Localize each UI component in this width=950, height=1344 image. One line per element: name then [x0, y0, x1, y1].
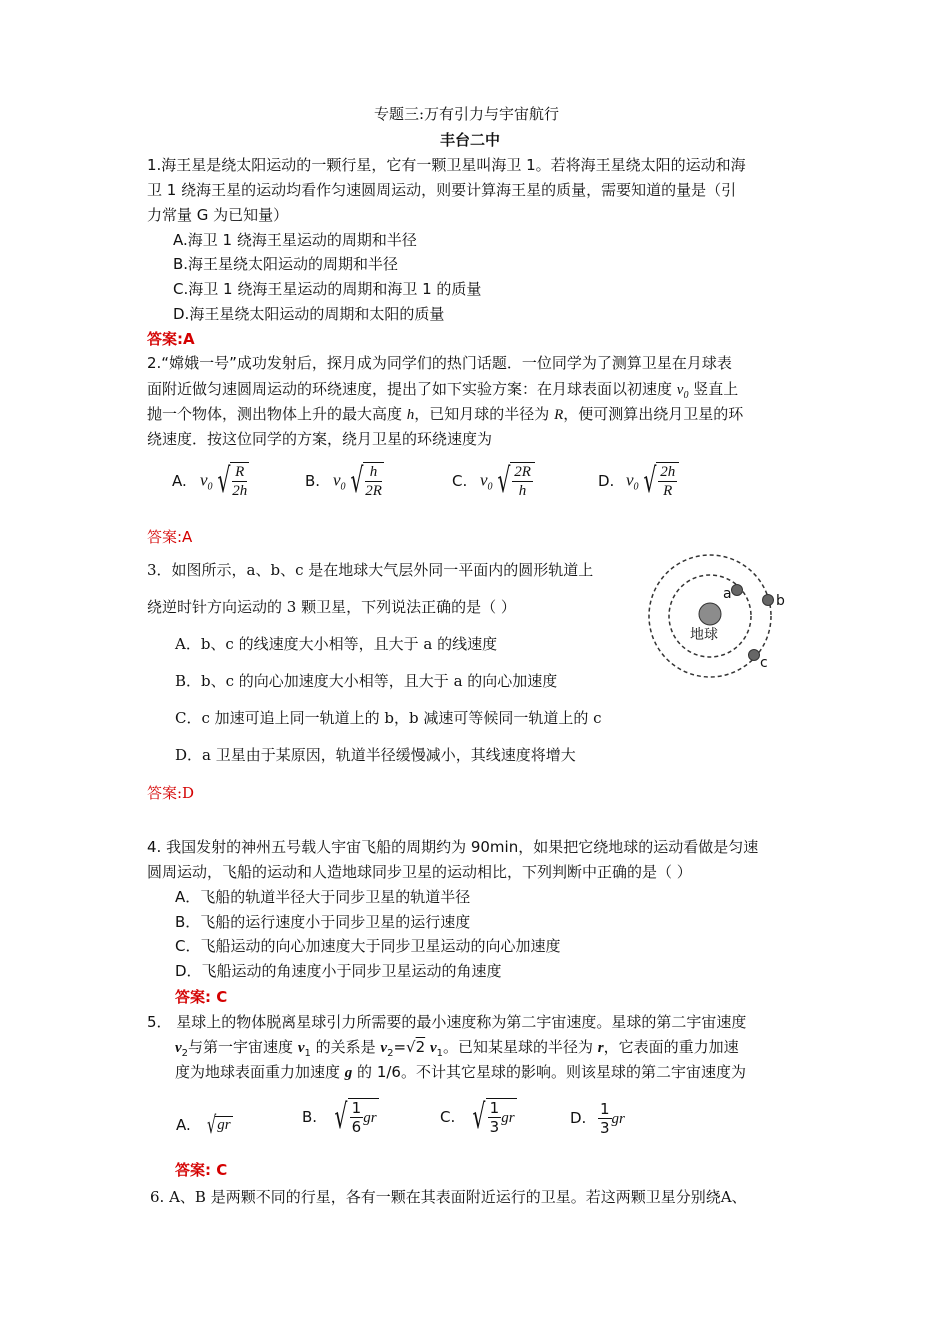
q5-r: r: [597, 1040, 604, 1056]
q5-opt-d-label: D.: [570, 1109, 587, 1127]
q2-line-3-b: ，已知月球的半径为: [414, 405, 555, 423]
q2-opt-c-sub: 0: [487, 481, 493, 493]
q5-sqrt2: √2: [406, 1038, 426, 1056]
q5-option-c: [440, 1098, 517, 1136]
q3-option-a: A．b、c 的线速度大小相等，且大于 a 的线速度: [175, 635, 498, 653]
q2-opt-b-label: B.: [305, 471, 321, 490]
q5-eq-v2: v: [380, 1040, 388, 1056]
earth-label: 地球: [690, 627, 718, 643]
q5-eq-sign: =: [393, 1038, 407, 1056]
q3-line-1: 3．如图所示，a、b、c 是在地球大气层外同一平面内的圆形轨道上: [147, 561, 594, 579]
q2-opt-b-sub: 0: [340, 481, 346, 493]
q2-option-b: [305, 462, 384, 500]
q5-g: g: [344, 1065, 353, 1081]
q5-opt-d-expr: gr: [611, 1111, 625, 1127]
orbit-diagram: [640, 548, 800, 688]
q5-line-2-c: 。已知某星球的半径为: [442, 1038, 598, 1056]
satellite-c-label: c: [760, 655, 768, 671]
q4-line-2: 圆周运动，飞船的运动和人造地球同步卫星的运动相比，下列判断中正确的是（ ）: [147, 863, 692, 881]
q5-opt-b-expr: gr: [363, 1110, 377, 1126]
q5-opt-d-num: 1: [600, 1100, 610, 1118]
satellite-a-icon: [732, 585, 743, 596]
q2-opt-d-sqrt: √ $\frac{2h}{R}$: [639, 462, 680, 500]
q1-line-2: 卫 1 绕海王星的运动均看作匀速圆周运动，则要计算海王星的质量，需要知道的量是（引: [147, 181, 737, 199]
q1-option-a: A.海卫 1 绕海王星运动的周期和半径: [173, 231, 417, 249]
q1-answer: 答案:A: [147, 330, 195, 348]
q2-opt-a-v: v: [200, 470, 208, 490]
q5-line-1: 5． 星球上的物体脱离星球引力所需要的最小速度称为第二宇宙速度。星球的第二宇宙速度: [147, 1013, 747, 1031]
q5-v1-sub: 1: [304, 1048, 311, 1059]
q5-opt-b-label: B.: [302, 1107, 318, 1126]
q2-line-3-c: ，便可测算出绕月卫星的环: [563, 405, 744, 423]
q2-opt-d-den: R: [663, 483, 673, 499]
q5-eq-v1: v: [429, 1040, 437, 1056]
q5-line-3-b: 的 1/6。不计其它星球的影响。则该星球的第二宇宙速度为: [352, 1063, 746, 1081]
q2-opt-a-den: 2h: [232, 483, 248, 499]
q4-option-c: C．飞船运动的向心加速度大于同步卫星运动的向心加速度: [175, 937, 561, 955]
q5-line-3: [175, 1062, 746, 1083]
q5-option-d: [570, 1100, 625, 1137]
q2-opt-c-num: 2R: [514, 464, 531, 480]
q2-opt-d-sub: 0: [633, 481, 639, 493]
q3-line-2: 绕逆时针方向运动的 3 颗卫星，下列说法正确的是（ ）: [147, 598, 516, 616]
q2-line-3: [147, 404, 743, 425]
q4-option-b: B．飞船的运行速度小于同步卫星的运行速度: [175, 913, 471, 931]
q5-v2-sub: 2: [181, 1048, 189, 1059]
q2-opt-a-num: R: [232, 463, 247, 482]
q1-option-c: C.海卫 1 绕海王星运动的周期和海卫 1 的质量: [173, 280, 482, 298]
satellite-a-label: a: [723, 586, 732, 602]
q5-opt-c-expr: gr: [501, 1110, 515, 1126]
q2-line-2-end: 竖直上: [688, 380, 739, 398]
q5-opt-b-num: 1: [351, 1099, 362, 1117]
earth-icon: [699, 603, 721, 625]
q2-opt-d-num: 2h: [660, 464, 676, 480]
q2-opt-b-den: 2R: [365, 483, 382, 499]
q2-opt-a-label: A.: [172, 471, 187, 490]
q5-line-3-a: 度为地球表面重力加速度: [175, 1063, 345, 1081]
satellite-b-label: b: [776, 593, 785, 609]
q5-line-2: [175, 1037, 739, 1064]
q5-opt-b-sqrt: √ $\frac{1}{6}$ gr: [334, 1097, 377, 1137]
satellite-c-icon: [749, 650, 760, 661]
q2-v0-symbol: v: [676, 382, 684, 398]
q5-v1: v: [297, 1040, 305, 1056]
q1-option-d: D.海王星绕太阳运动的周期和太阳的质量: [173, 305, 445, 323]
q2-opt-a-sub: 0: [207, 481, 213, 493]
q5-opt-c-den: 3: [489, 1118, 500, 1136]
q3-option-c: C．c 加速可追上同一轨道上的 b，b 减速可等候同一轨道上的 c: [175, 709, 602, 727]
q6-line-1: 6. A、B 是两颗不同的行星，各有一颗在其表面附近运行的卫星。若这两颗卫星分别绕A、: [150, 1188, 747, 1206]
q5-sqrt2-num: 2: [415, 1038, 426, 1056]
q3-option-d: D．a 卫星由于某原因，轨道半径缓慢减小，其线速度将增大: [175, 746, 576, 764]
q2-opt-d-v: v: [626, 470, 634, 490]
q1-option-b: B.海王星绕太阳运动的周期和半径: [173, 255, 399, 273]
q3-option-b: B．b、c 的向心加速度大小相等，且大于 a 的向心加速度: [175, 672, 558, 690]
q2-answer: 答案:A: [147, 528, 193, 546]
q5-answer: 答案: C: [175, 1161, 228, 1179]
q5-opt-d-den: 3: [600, 1119, 610, 1137]
q2-opt-b-v: v: [333, 470, 341, 490]
q5-eq-v2-sub: 2: [387, 1048, 394, 1059]
q2-option-a: [172, 462, 249, 500]
q2-option-d: [598, 462, 679, 500]
q2-line-2: [147, 379, 738, 406]
q2-v0-sub: 0: [683, 390, 689, 401]
q5-line-2-b: 的关系是: [310, 1038, 381, 1056]
q5-v2: v: [175, 1040, 182, 1056]
q4-line-1: 4. 我国发射的神州五号载人宇宙飞船的周期约为 90min，如果把它绕地球的运动看做是匀速: [147, 838, 759, 856]
q4-answer: 答案: C: [175, 988, 228, 1006]
q2-opt-b-sqrt: √ $\frac{h}{2R}$: [349, 461, 382, 501]
q2-opt-c-label: C.: [452, 471, 468, 490]
q2-opt-a-sqrt: √ $\frac{R}{2h}$: [216, 461, 248, 501]
q4-option-d: D．飞船运动的角速度小于同步卫星运动的角速度: [175, 962, 502, 980]
q5-opt-a-sqrt: √ gr: [207, 1111, 231, 1139]
q5-opt-c-sqrt: √ $\frac{1}{3}$ gr: [472, 1097, 515, 1137]
q3-answer: 答案:D: [147, 784, 195, 802]
q2-line-1: 2.“嫦娥一号”成功发射后，探月成为同学们的热门话题．一位同学为了测算卫星在月球表: [147, 354, 732, 372]
q2-opt-d-label: D.: [598, 471, 615, 490]
q2-line-2-text: 面附近做匀速圆周运动的环绕速度，提出了如下实验方案：在月球表面以初速度: [147, 380, 677, 398]
q2-opt-b-num: h: [365, 463, 382, 482]
q2-h-symbol: h: [406, 407, 415, 423]
q1-line-1: 1.海王星是绕太阳运动的一颗行星，它有一颗卫星叫海卫 1。若将海王星绕太阳的运动和海: [147, 156, 746, 174]
q5-opt-c-num: 1: [489, 1099, 500, 1117]
doc-title: 专题三:万有引力与宇宙航行: [374, 105, 560, 123]
q2-opt-c-v: v: [480, 470, 488, 490]
q2-line-4: 绕速度．按这位同学的方案，绕月卫星的环绕速度为: [147, 430, 493, 448]
q2-opt-c-sqrt: √ $\frac{2R}{h}$: [493, 462, 535, 500]
school-name: 丰台二中: [440, 131, 501, 149]
q2-line-3-a: 抛一个物体，测出物体上升的最大高度: [147, 405, 407, 423]
q5-line-2-d: ，它表面的重力加速: [603, 1038, 739, 1056]
q5-option-b: [302, 1098, 379, 1136]
q1-line-3: 力常量 G 为已知量）: [147, 206, 289, 224]
q2-R-symbol: R: [554, 407, 564, 423]
q5-opt-c-label: C.: [440, 1107, 456, 1126]
q5-line-2-a: 与第一宇宙速度: [188, 1038, 298, 1056]
satellite-b-icon: [763, 595, 774, 606]
q2-option-c: [452, 462, 535, 500]
q2-opt-c-den: h: [518, 483, 527, 499]
q5-option-a: [176, 1108, 233, 1142]
q5-eq-v1-sub: 1: [436, 1048, 443, 1059]
q5-opt-a-expr: gr: [217, 1117, 231, 1133]
q5-opt-b-den: 6: [351, 1118, 362, 1136]
q4-option-a: A．飞船的轨道半径大于同步卫星的轨道半径: [175, 888, 471, 906]
q5-opt-a-label: A.: [176, 1115, 191, 1134]
